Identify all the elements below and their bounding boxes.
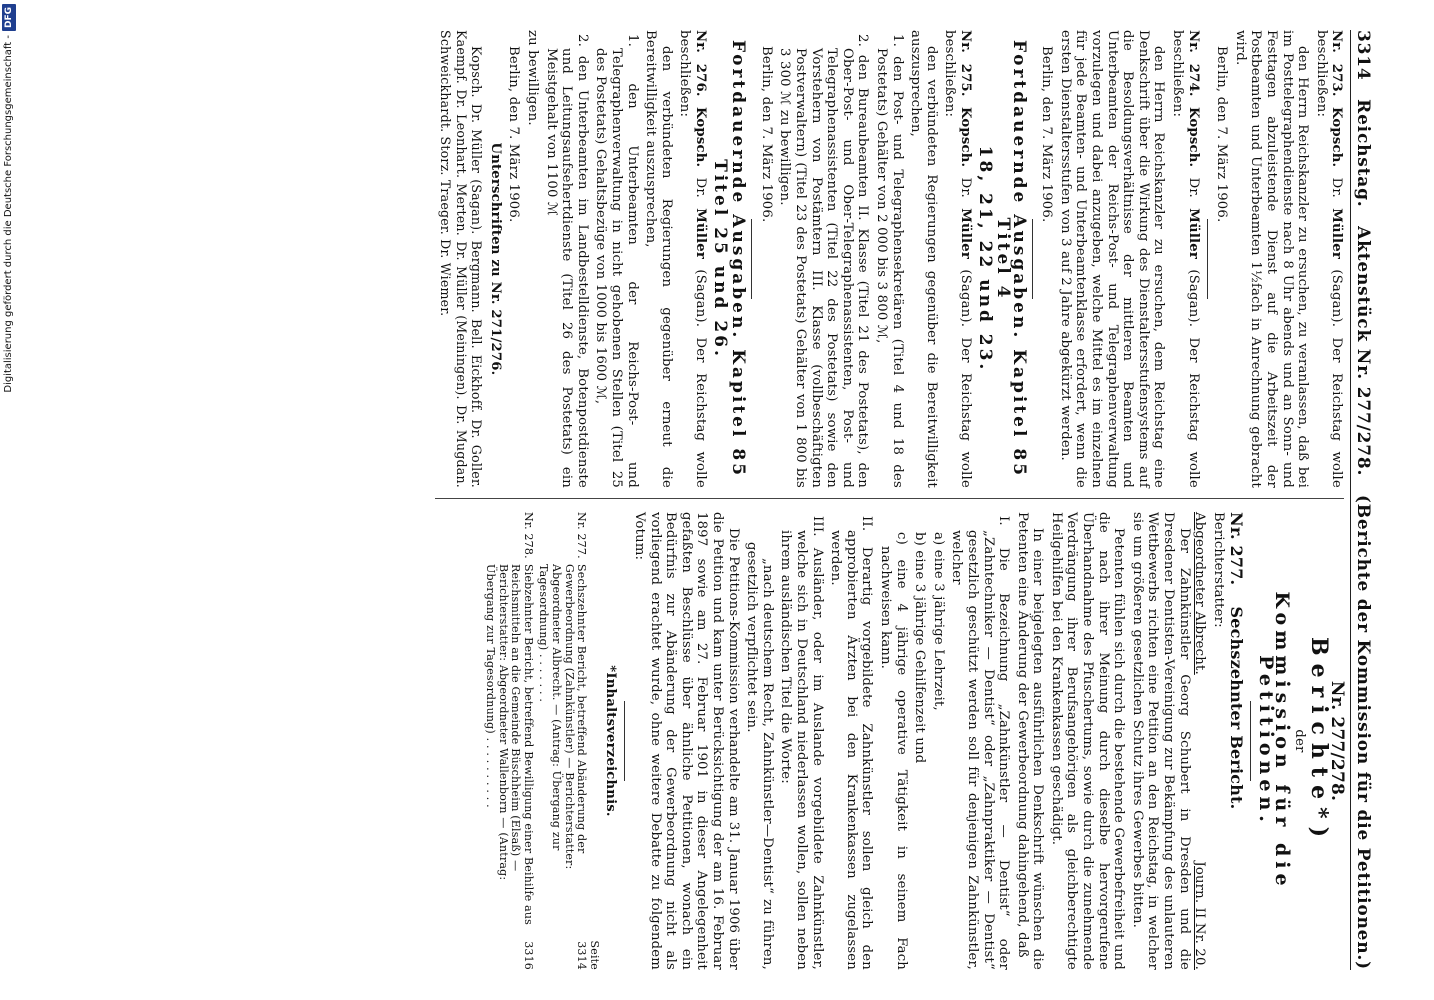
header-section: (Berichte der Kommission für die Petitionen.) <box>1353 494 1373 970</box>
separator <box>1032 219 1033 299</box>
journal-number: Journ. II Nr. 20. <box>1192 861 1208 970</box>
section-title-1: Fortdauernde Ausgaben. Kapitel 85 Titel 4 <box>993 39 1029 479</box>
header-piece: Aktenstück Nr. 277/278. <box>1353 226 1373 477</box>
report-para-4: Die Petitions-Kommission verhandelte am 31. Januar 1906 über die Petition und kam unter Berücksichtigung der am 16. Februar 1897 sowie am 27. Februar 1901 in dieser Angelegenheit gefaßten Beschlüsse über ähnliche Petitionen, wonach ein Bedürfnis zur Abänderung der Gewerbeordnung nicht als vorliegend erachtet wurde, ohne weitere Debatte zu folgendem Votum: <box>632 512 741 970</box>
signatures-title: Unterschriften zu Nr. 271/276. <box>487 142 503 376</box>
dfg-logo: DFG <box>2 4 16 31</box>
request-2: II. Derartig vorgebildete Zahnkünstler sollen gleich den approbierten Ärzten bei den Krankenkassen zugelassen werden. <box>828 516 875 970</box>
reporter-label: Berichterstatter: <box>1210 512 1226 628</box>
request-1a: a) eine 3 jährige Lehrzeit, <box>930 532 946 711</box>
request-1c: c) eine 4 jährige operative Tätigkeit in seinem Fach nachweisen kann. <box>877 532 909 970</box>
motion-276-intro: den verbündeten Regierungen gegenüber erneut die Bereitwilligkeit auszusprechen, <box>643 30 674 488</box>
separator <box>751 219 752 299</box>
motion-274-date: Berlin, den 7. März 1906. <box>1039 46 1055 223</box>
separator <box>624 701 625 781</box>
running-header <box>1350 30 1373 970</box>
motion-275-intro: den verbündeten Regierungen gegenüber die Bereitwilligkeit auszusprechen, <box>908 30 939 488</box>
reporter-line <box>1192 512 1208 970</box>
report-number: Nr. 277/278. <box>1327 680 1348 802</box>
motion-275-date: Berlin, den 7. März 1906. <box>758 46 774 223</box>
motion-274-body: den Herrn Reichskanzler zu ersuchen, dem Reichstag eine Denkschrift über die Wirkung des Dienstaltersstufensystems auf die Besoldungsverhältnisse der mittleren Beamten und Unterbeamten der Reichs-Post- und Telegraphenverwaltung vorzulegen und dabei anzugeben, welche Mittel es im einzelnen für jede Beamten- und Unterbeamtenklasse erfordert, wenn die ersten Dienstaltersstufen von 3 auf 2 Jahre abgekürzt werden. <box>1057 30 1167 488</box>
report-para-2: Petenten fühlen sich durch die bestehende Gewerbefreiheit und die nach ihrer Meinung durch dieselbe hervorgerufene Überhandnahme des Pfuschertums, sowie durch die zunehmende Verdrängung ihrer Berufsangehörigen als gleichberechtigte Heilgehilfen bei den Krankenkassen geschädigt. <box>1048 512 1127 970</box>
reports-title: Berichte*) <box>1305 636 1332 845</box>
request-quote: „nach deutschem Recht, Zahnkünstler—Dentist“ zu führen, gesetzlich verpflichtet sein. <box>744 542 775 970</box>
reports-der: der <box>1292 729 1308 753</box>
motion-275-item-2: 2. den Bureaubeamten II. Klasse (Titel 21 des Postetats), den Ober-Post- und Ober-Telegraphenassistenten, Post- und Telegraphenassistenten (Titel 22 des Postetats) sowie den Vorstehern von Postämtern III. Klasse (vollbeschäftigten Postverwaltern) (Titel 23 des Postetats) Gehälter von 1 800 bis 3 300 ℳ zu bewilligen. <box>777 34 871 488</box>
request-1b: b) eine 3 jährige Gehilfenzeit und <box>912 532 928 764</box>
right-column <box>435 506 1348 970</box>
motion-276-item-1: 1. den Unterbeamten der Reichs-Post- und Telegraphenverwaltung in nicht gehobenen Stellen (Titel 25 des Postetats) Gehaltsbezüge von 1000 bis 1600 ℳ, <box>593 34 640 488</box>
separator <box>1250 701 1251 781</box>
document-page <box>0 20 1380 980</box>
section-subtitle-2: Titel 25 und 26. <box>709 159 730 359</box>
commission-title: Kommission für die Petitionen. <box>1255 591 1293 891</box>
request-1: I. Die Bezeichnung „Zahnkünstler — Dentist“ oder „Zahntechniker — Dentist“ oder „Zahnpraktiker — Dentist“ gesetzlich geschützt werden soll für denjenigen Zahnkünstler, welcher <box>949 516 1012 970</box>
motion-276-head: Nr. 276. Kopsch. Dr. Müller (Sagan). Der Reichstag wolle beschließen: <box>677 30 709 488</box>
table-of-contents <box>484 512 600 970</box>
motion-273-body: den Herrn Reichskanzler zu ersuchen, zu veranlassen, daß bei im Posttelegraphendienste nach 8 Uhr abends und an Sonn- und Festtagen abzuleistende Dienst auf die Arbeitszeit der Postbeamten und Unterbeamten 1½fach in Anrechnung gebracht wird. <box>1232 30 1311 488</box>
section-subtitle-1: 18, 21, 22 und 23. <box>974 145 995 373</box>
report-para-1: Der Zahnkünstler Georg Schubert in Dresden und die Dresdener Dentisten-Vereinigung zur Bekämpfung des unlauteren Wettbewerbs richten eine Petition an den Reichstag, in welcher sie um größeren gesetzlichen Schutz ihres Gewerbes bitten. <box>1129 512 1192 970</box>
report-para-3: In einer beigelegten ausführlichen Denkschrift wünschen die Petenten eine Änderung der Gewerbeordnung dahingehend, daß <box>1014 512 1046 970</box>
motion-275-item-1: 1. den Post- und Telegraphensekretären (Titel 4 und 18 des Postetats) Gehälter von 2 000 bis 3 800 ℳ, <box>873 34 905 488</box>
toc-row: Nr. 278. Siebzehnter Bericht, betreffend Bewilligung einer Beihilfe aus Reichsmitteln an die Gemeinde Büschheim (Elsaß) — Berichterstatter: Abgeordneter Wallenborn — (Antrag: Übergang zur Tagesordnung) . . . . . . . . . . 3316 <box>484 512 535 970</box>
separator <box>1207 219 1208 299</box>
left-column <box>435 30 1345 499</box>
toc-title: *Inhaltsverzeichnis. <box>603 665 619 817</box>
header-source: Reichstag. <box>1353 99 1373 208</box>
motion-276-date: Berlin, den 7. März 1906. <box>506 46 522 223</box>
motion-276-close: zu bewilligen. <box>525 30 541 126</box>
motion-275-head: Nr. 275. Kopsch. Dr. Müller (Sagan). Der Reichstag wolle beschließen: <box>942 30 973 488</box>
request-3: III. Ausländer, oder im Auslande vorgebildete Zahnkünstler, welche sich in Deutschland niederlassen wollen, sollen neben ihrem ausländischen Titel die Worte: <box>778 516 825 970</box>
toc-seite-label: Seite <box>587 940 601 970</box>
motion-273-head: Nr. 273. Kopsch. Dr. Müller (Sagan). Der Reichstag wolle beschließen: <box>1313 30 1345 488</box>
digitization-credit: Digitalisierung gefördert durch die Deutsche Forschungsgemeinschaft - DFG <box>2 0 16 998</box>
report-heading: Nr. 277. Sechszehnter Bericht. <box>1227 512 1247 810</box>
toc-row: Nr. 277. Sechszehnter Bericht, betreffend Abänderung der Gewerbeordnung (Zahnkünstler) — Berichterstatter: Abgeordneter Albrecht. — (Antrag: Übergang zur Tagesordnung) . . . . . . . 3314 <box>537 512 589 970</box>
section-title-2: Fortdauernde Ausgaben. Kapitel 85 <box>728 39 749 479</box>
page-number: 3314 <box>1353 30 1373 81</box>
motion-276-item-2: 2. den Unterbeamten im Landbestelldienste, Botenpostdienste und Leitungsaufsehertdienste (Titel 26 des Postetats) ein Meistgehalt von 1100 ℳ <box>543 34 590 488</box>
motion-274-head: Nr. 274. Kopsch. Dr. Müller (Sagan). Der Reichstag wolle beschließen: <box>1170 30 1201 488</box>
motion-273-date: Berlin, den 7. März 1906. <box>1214 46 1230 223</box>
signatures-names: Kopsch. Dr. Müller (Sagan). Bergmann. Bell. Eickhoff. Dr. Goller. Kaempf. Dr. Leonhart. Merten. Dr. Müller (Meiningen). Dr. Mugdan. Schweickhardt. Storz. Traeger. Dr. Wiemer. <box>438 30 485 488</box>
reporter-name: Abgeordneter Albrecht. <box>1192 512 1208 675</box>
